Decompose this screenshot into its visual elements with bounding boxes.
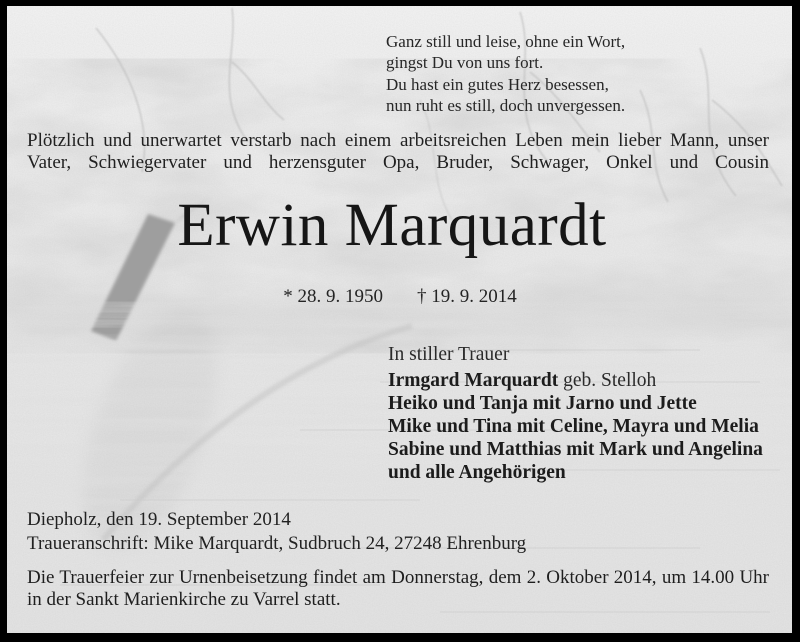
mourner-names: Mike und Tina mit Celine, Mayra und Melia — [388, 416, 759, 437]
mourner-line — [388, 461, 793, 484]
birth-date: * 28. 9. 1950 — [283, 286, 383, 307]
mourner-suffix: geb. Stelloh — [558, 370, 657, 391]
condolence-address: Traueranschrift: Mike Marquardt, Sudbruch 24, 27248 Ehrenburg — [27, 533, 527, 554]
poem-line: nun ruht es still, doch unvergessen. — [386, 95, 626, 115]
mourners-list — [388, 369, 793, 484]
poem-line: gingst Du von uns fort. — [386, 53, 544, 73]
mourner-line — [388, 392, 793, 415]
poem-line: Du hast ein gutes Herz besessen, — [386, 74, 609, 94]
ceremony-info: Die Trauerfeier zur Urnenbeisetzung findet am Donnerstag, dem 2. Oktober 2014, um 14.00 Uhr in der Sankt Marienkirche zu Varrel statt. — [27, 567, 769, 610]
mourner-line — [388, 415, 793, 438]
mourning-intro: In stiller Trauer — [388, 344, 510, 365]
mourner-names: Sabine und Matthias mit Mark und Angelina — [388, 439, 763, 460]
life-dates — [0, 286, 800, 308]
mourner-line — [388, 369, 793, 392]
death-date: † 19. 9. 2014 — [417, 286, 517, 307]
poem-line: Ganz still und leise, ohne ein Wort, — [386, 32, 626, 51]
mourner-names: Irmgard Marquardt — [388, 370, 559, 391]
intro-text: Plötzlich und unerwartet verstarb nach einem arbeitsreichen Leben mein lieber Mann, unser Vater, Schwiegervater und herzensguter Opa, Bruder, Schwager, Onkel und Cousin — [27, 130, 769, 173]
deceased-name: Erwin Marquardt — [177, 192, 607, 259]
mourner-names: und alle Angehörigen — [388, 462, 566, 483]
memorial-poem — [386, 31, 726, 116]
mourner-line — [388, 438, 793, 461]
place-and-date: Diepholz, den 19. September 2014 — [27, 509, 291, 530]
mourner-names: Heiko und Tanja mit Jarno und Jette — [388, 393, 697, 414]
